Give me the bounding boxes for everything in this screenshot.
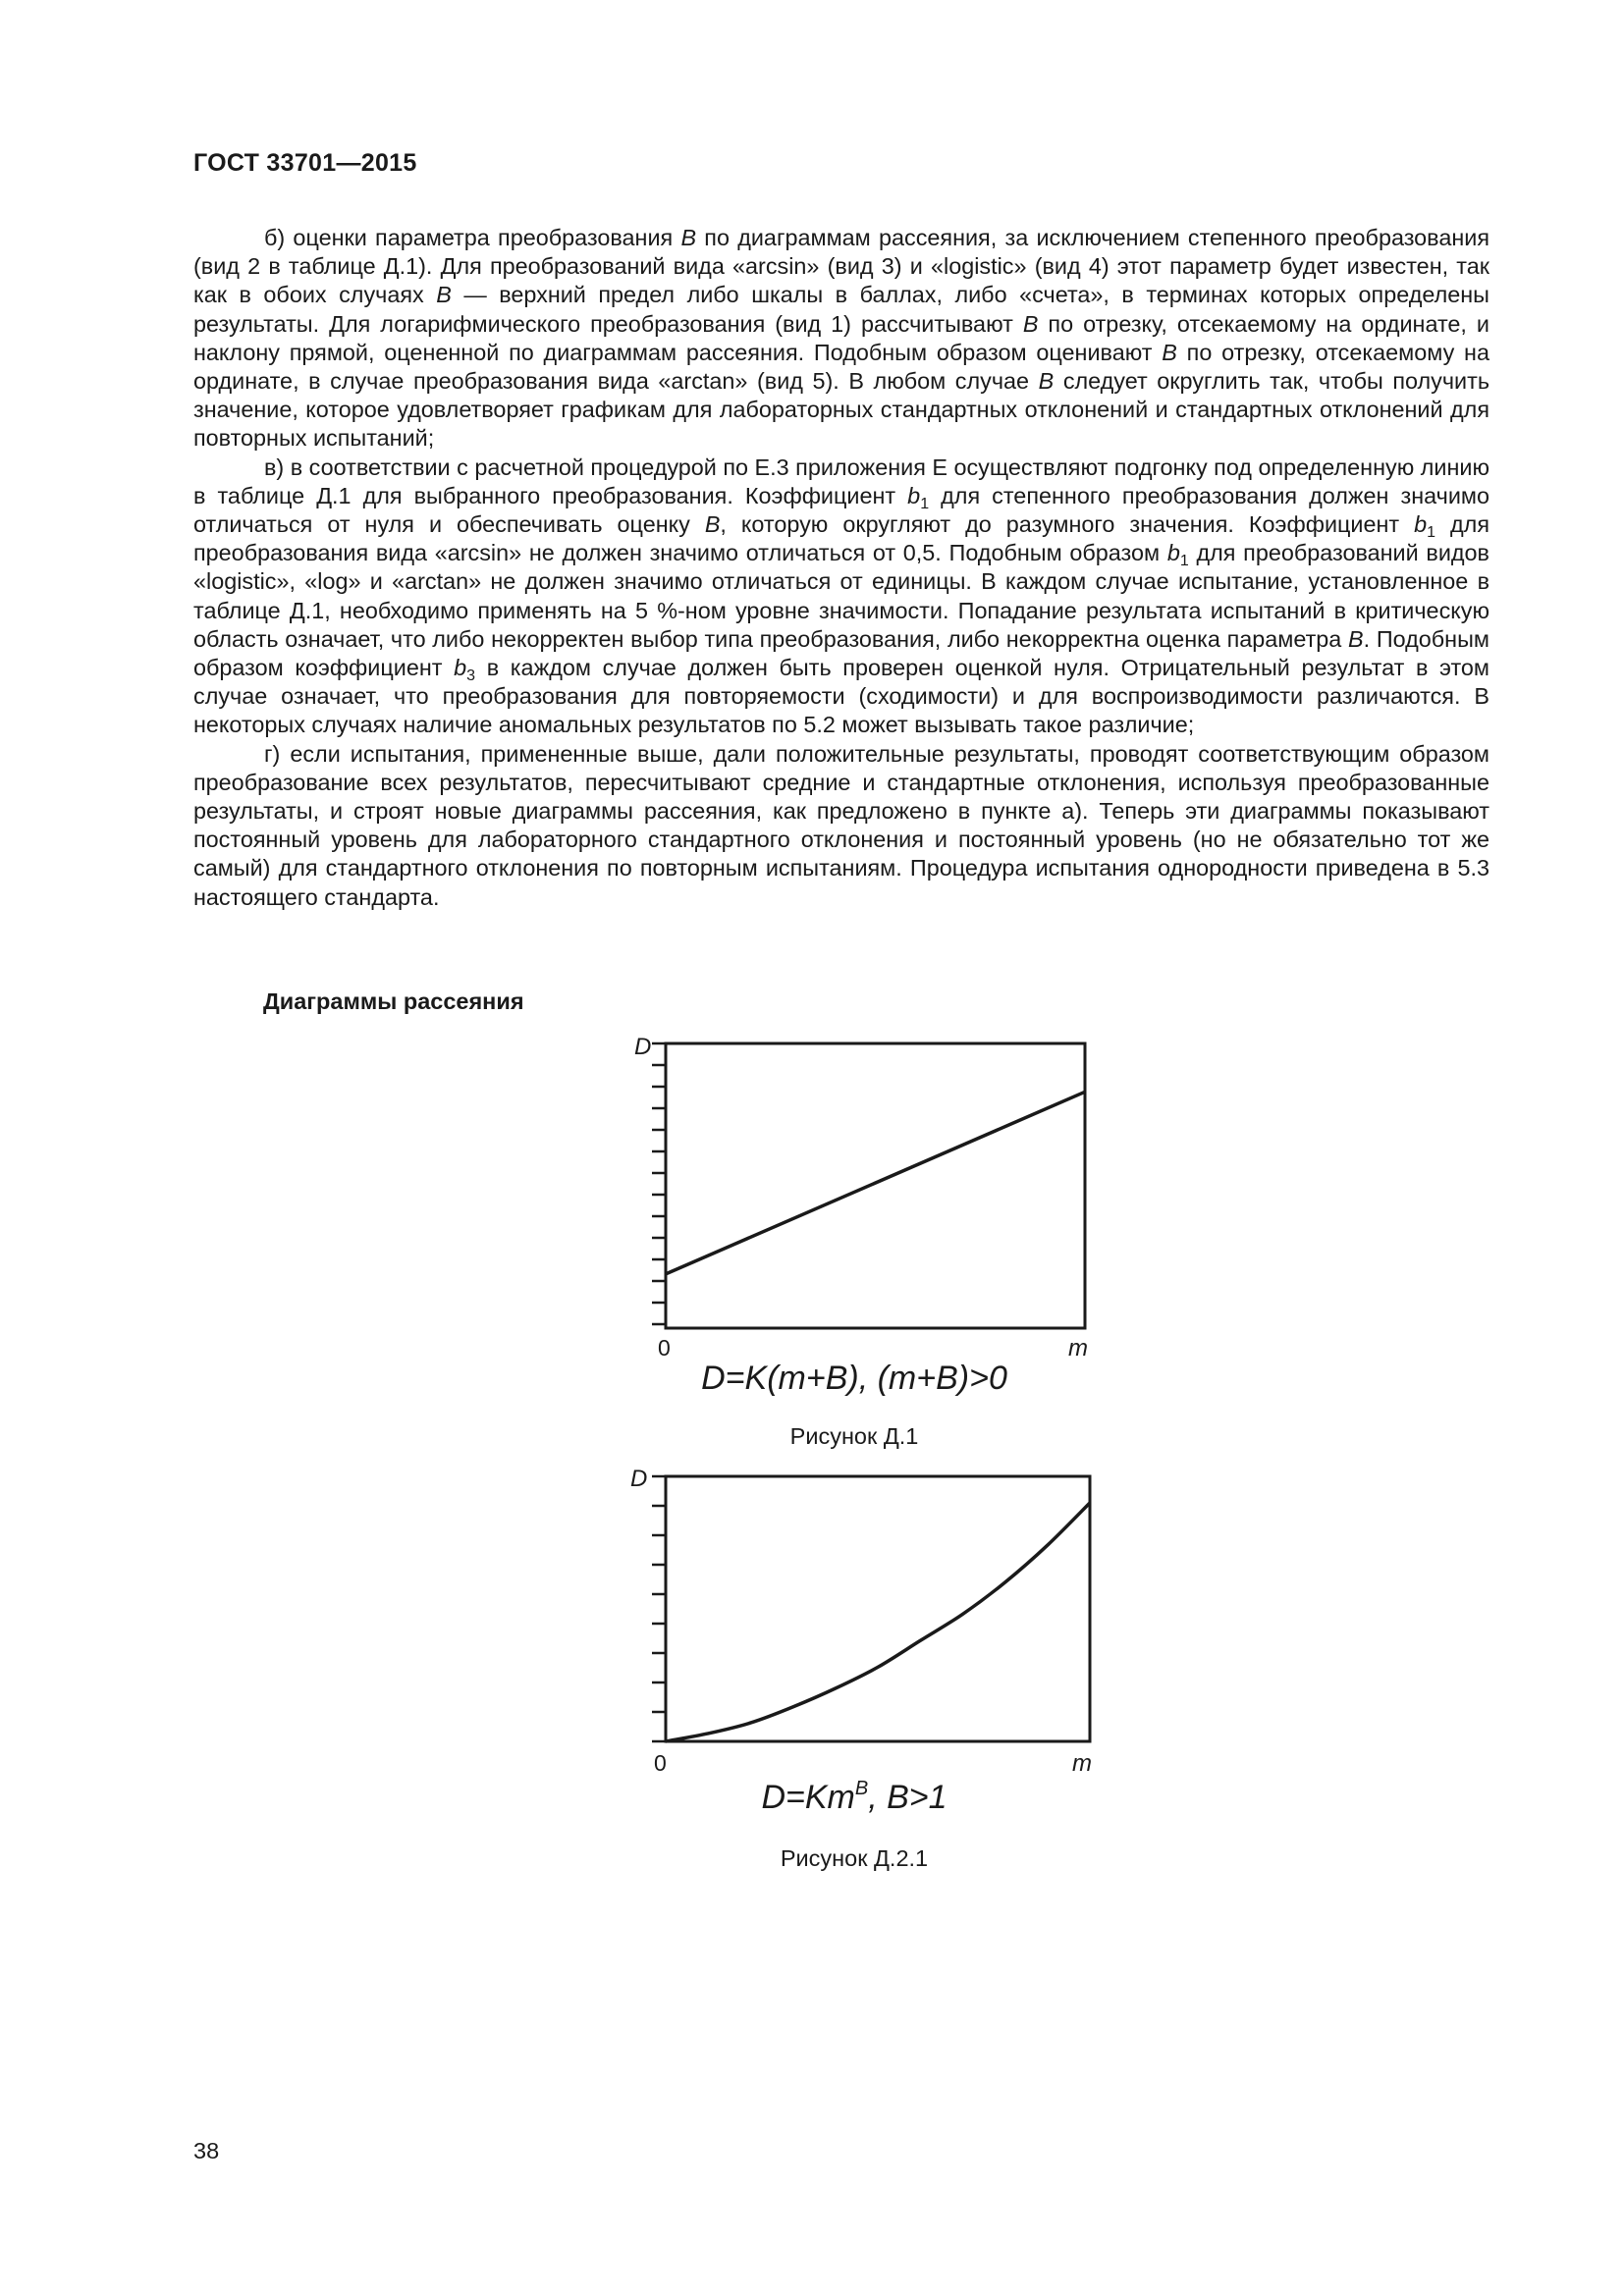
series-line — [666, 1092, 1085, 1274]
y-axis-ticks — [652, 1043, 666, 1324]
origin-label: 0 — [658, 1335, 671, 1361]
figure-caption-d1: Рисунок Д.1 — [789, 1423, 919, 1449]
paragraph-g: г) если испытания, примененные выше, дали положительные результаты, проводят соответствующим образом преобразование всех результатов, пересчитывают средние и стандартные отклонения, используя преобразованные результаты, и строят новые диаграммы рассеяния, как предложено в пункте а). Теперь эти диаграммы показывают постоянный уровень для лабораторного стандартного отклонения и постоянный уровень (но не обязательно тот же самый) для стандартного отклонения по повторным испытаниям. Процедура испытания однородности приведена в 5.3 настоящего стандарта. — [193, 740, 1489, 910]
y-axis-label: D — [630, 1466, 648, 1492]
y-axis-label: D — [634, 1034, 652, 1060]
page-number: 38 — [193, 2138, 220, 2163]
section-title: Диаграммы рассеяния — [263, 988, 524, 1014]
x-axis-label: m — [1068, 1335, 1088, 1362]
formula-d1: D=K(m+B), (m+B)>0 — [701, 1360, 1007, 1397]
document-header: ГОСТ 33701—2015 — [193, 149, 417, 177]
scatter-diagram-power — [609, 1451, 1100, 1777]
origin-label: 0 — [654, 1750, 667, 1776]
plot-frame — [666, 1043, 1085, 1328]
formula-d2-1: $D=Km^B$, B>1 — [761, 1778, 947, 1816]
figure-caption-d2-1: Рисунок Д.2.1 — [780, 1845, 929, 1871]
y-axis-ticks — [652, 1476, 666, 1741]
x-axis-label: m — [1072, 1750, 1092, 1777]
paragraph-b: б) оценки параметра преобразования B по диаграммам рассеяния, за исключением степенного преобразования (вид 2 в таблице Д.1). Для преобразований вида «arcsin» (вид 3) и «logistic» (вид 4) этот параметр будет известен, так как в обоих случаях B — верхний предел либо шкалы в баллах, либо «счета», в терминах которых определены результаты. Для логарифмического преобразования (вид 1) рассчитывают B по отрезку, отсекаемому на ординате, и наклону прямой, оцененной по диаграммам рассеяния. Подобным образом оценивают B по отрезку, отсекаемому на ординате, в случае преобразования вида «arctan» (вид 5). В любом случае B следует округлить так, чтобы получить значение, которое удовлетворяет графикам для лабораторных стандартных отклонений и стандартных отклонений для повторных испытаний; — [193, 225, 1490, 452]
paragraph-v: в) в соответствии с расчетной процедурой по Е.3 приложения Е осуществляют подгонку под определенную линию в таблице Д.1 для выбранного преобразования. Коэффициент $b_1$ для степенного преобразования должен значимо отличаться от нуля и обеспечивать оценку B, которую округляют до разумного значения. Коэффициент $b_1$ для преобразования вида «arcsin» не должен значимо отличаться от 0,5. Подобным образом $b_1$ для преобразований видов «logistic», «log» и «arctan» не должен значимо отличаться от единицы. В каждом случае испытание, установленное в таблице Д.1, необходимо применять на 5 %-ном уровне значимости. Попадание результата испытаний в критическую область означает, что либо некорректен выбор типа преобразования, либо некорректна оценка параметра B. Подобным образом коэффициент $b_3$ в каждом случае должен быть проверен оценкой нуля. Отрицательный результат в этом случае означает, что преобразования для повторяемости (сходимости) и для воспроизводимости различаются. В некоторых случаях наличие аномальных результатов по 5.2 может вызывать такое различие; — [193, 454, 1490, 738]
plot-frame — [666, 1476, 1090, 1741]
body-text — [193, 224, 1489, 912]
series-line — [666, 1503, 1090, 1741]
scatter-diagram-linear — [609, 1021, 1100, 1362]
